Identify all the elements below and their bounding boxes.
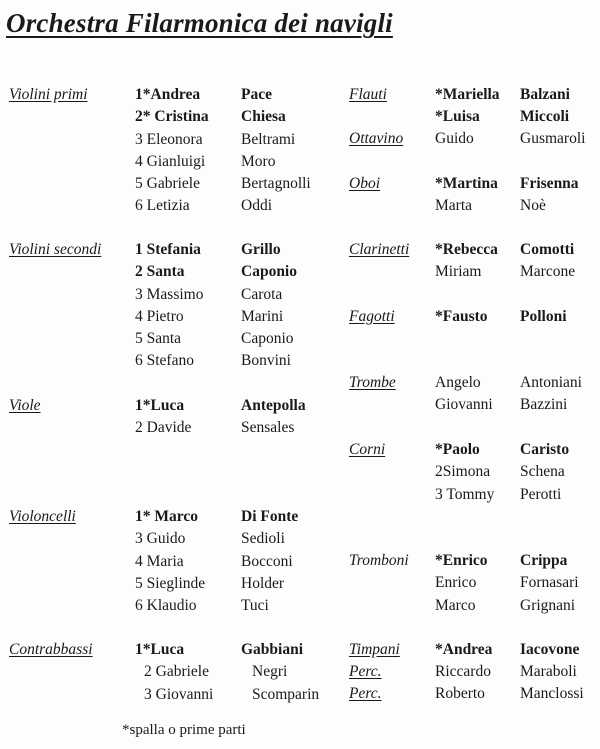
player-first-name: Angelo — [435, 374, 481, 391]
player-last-name: Grignani — [520, 596, 576, 614]
player-first-name: 4 Gianluigi — [135, 152, 206, 170]
player-last-name: Sensales — [241, 419, 295, 437]
player-first-name: *Luisa — [435, 108, 480, 126]
player-last-name: Manclossi — [520, 685, 584, 702]
player-last-name: Caponio — [241, 330, 294, 348]
player-last-name: Bonvini — [241, 352, 291, 370]
player-first-name: 2* Cristina — [135, 108, 209, 126]
player-last-name: Gusmaroli — [520, 130, 586, 147]
section-label: Fagotti — [349, 308, 395, 325]
section-label: Oboi — [349, 175, 380, 192]
section-label: Tromboni — [349, 552, 409, 569]
player-first-name: Marco — [435, 596, 476, 614]
player-last-name: Caristo — [520, 441, 570, 458]
player-last-name: Grillo — [241, 241, 281, 258]
player-first-name: 2Simona — [435, 463, 491, 481]
player-last-name: Frisenna — [520, 175, 579, 192]
player-first-name: 1*Luca — [135, 397, 185, 414]
player-last-name: Marcone — [520, 263, 576, 281]
section-label: Flauti — [349, 86, 387, 103]
player-last-name: Moro — [241, 152, 276, 170]
player-last-name: Gabbiani — [241, 641, 304, 658]
page-title: Orchestra Filarmonica dei navigli — [6, 8, 393, 38]
player-first-name: Riccardo — [435, 663, 491, 680]
section-label: Corni — [349, 441, 386, 458]
player-first-name: 3 Tommy — [435, 485, 495, 503]
player-last-name: Crippa — [520, 552, 568, 569]
player-first-name: 5 Santa — [135, 330, 182, 348]
player-first-name: *Fausto — [435, 308, 488, 325]
section-label: Contrabbassi — [9, 641, 93, 658]
player-first-name: *Martina — [435, 175, 498, 192]
player-last-name: Fornasari — [520, 574, 579, 592]
player-first-name: 4 Maria — [135, 552, 184, 570]
player-first-name: *Andrea — [435, 641, 493, 658]
player-last-name: Negri — [252, 663, 288, 681]
player-last-name: Caponio — [241, 263, 297, 281]
player-first-name: Giovanni — [435, 396, 493, 414]
player-first-name: 1 Stefania — [135, 241, 201, 258]
player-first-name: 3 Massimo — [135, 285, 204, 303]
player-first-name: *Enrico — [435, 552, 488, 569]
player-last-name: Maraboli — [520, 663, 577, 680]
player-first-name: 5 Sieglinde — [135, 574, 206, 592]
player-first-name: 1* Marco — [135, 508, 198, 525]
player-last-name: Marini — [241, 307, 284, 325]
player-last-name: Bocconi — [241, 552, 293, 570]
player-first-name: 6 Letizia — [135, 197, 190, 215]
player-first-name: Enrico — [435, 574, 477, 592]
section-label: Perc. — [349, 663, 382, 680]
player-last-name: Noè — [520, 197, 546, 215]
player-last-name: Miccoli — [520, 108, 570, 126]
player-first-name: 6 Klaudio — [135, 597, 197, 615]
player-first-name: Miriam — [435, 263, 482, 281]
player-first-name: 1*Andrea — [135, 86, 201, 103]
section-label: Ottavino — [349, 130, 404, 147]
player-first-name: Marta — [435, 197, 473, 215]
player-last-name: Beltrami — [241, 130, 296, 148]
player-last-name: Di Fonte — [241, 508, 299, 525]
player-last-name: Pace — [241, 86, 272, 103]
player-first-name: 3 Guido — [135, 530, 186, 548]
player-last-name: Scomparin — [252, 685, 320, 703]
player-last-name: Carota — [241, 285, 283, 303]
player-last-name: Oddi — [241, 197, 272, 215]
player-first-name: 2 Santa — [135, 263, 185, 281]
section-label: Violini secondi — [9, 241, 102, 258]
player-first-name: *Mariella — [435, 86, 500, 103]
section-label: Violini primi — [9, 86, 88, 103]
player-last-name: Balzani — [520, 86, 570, 103]
player-first-name: 2 Davide — [135, 419, 192, 437]
player-first-name: 3 Eleonora — [135, 130, 203, 148]
player-first-name: *Paolo — [435, 441, 480, 458]
player-first-name: Roberto — [435, 685, 485, 702]
player-first-name: *Rebecca — [435, 241, 498, 258]
player-last-name: Bertagnolli — [241, 175, 311, 193]
player-last-name: Tuci — [241, 597, 269, 615]
player-first-name: Guido — [435, 130, 474, 147]
section-label: Timpani — [349, 641, 400, 658]
player-last-name: Comotti — [520, 241, 575, 258]
player-last-name: Sedioli — [241, 530, 285, 548]
player-last-name: Chiesa — [241, 108, 286, 126]
player-last-name: Polloni — [520, 308, 567, 325]
player-last-name: Bazzini — [520, 396, 568, 414]
section-label: Viole — [9, 397, 41, 414]
player-last-name: Schena — [520, 463, 565, 481]
section-label: Violoncelli — [9, 508, 76, 525]
player-first-name: 1*Luca — [135, 641, 185, 658]
player-last-name: Iacovone — [520, 641, 580, 658]
player-first-name: 3 Giovanni — [144, 685, 214, 703]
player-last-name: Antoniani — [520, 374, 582, 391]
player-first-name: 6 Stefano — [135, 352, 194, 370]
footnote: *spalla o prime parti — [122, 722, 246, 738]
player-last-name: Perotti — [520, 485, 562, 503]
player-first-name: 2 Gabriele — [144, 663, 209, 681]
section-label: Trombe — [349, 374, 396, 391]
player-last-name: Antepolla — [241, 397, 306, 414]
section-label: Clarinetti — [349, 241, 410, 258]
section-label: Perc. — [349, 685, 382, 702]
player-first-name: 5 Gabriele — [135, 175, 200, 193]
player-first-name: 4 Pietro — [135, 307, 184, 325]
player-last-name: Holder — [241, 574, 285, 592]
